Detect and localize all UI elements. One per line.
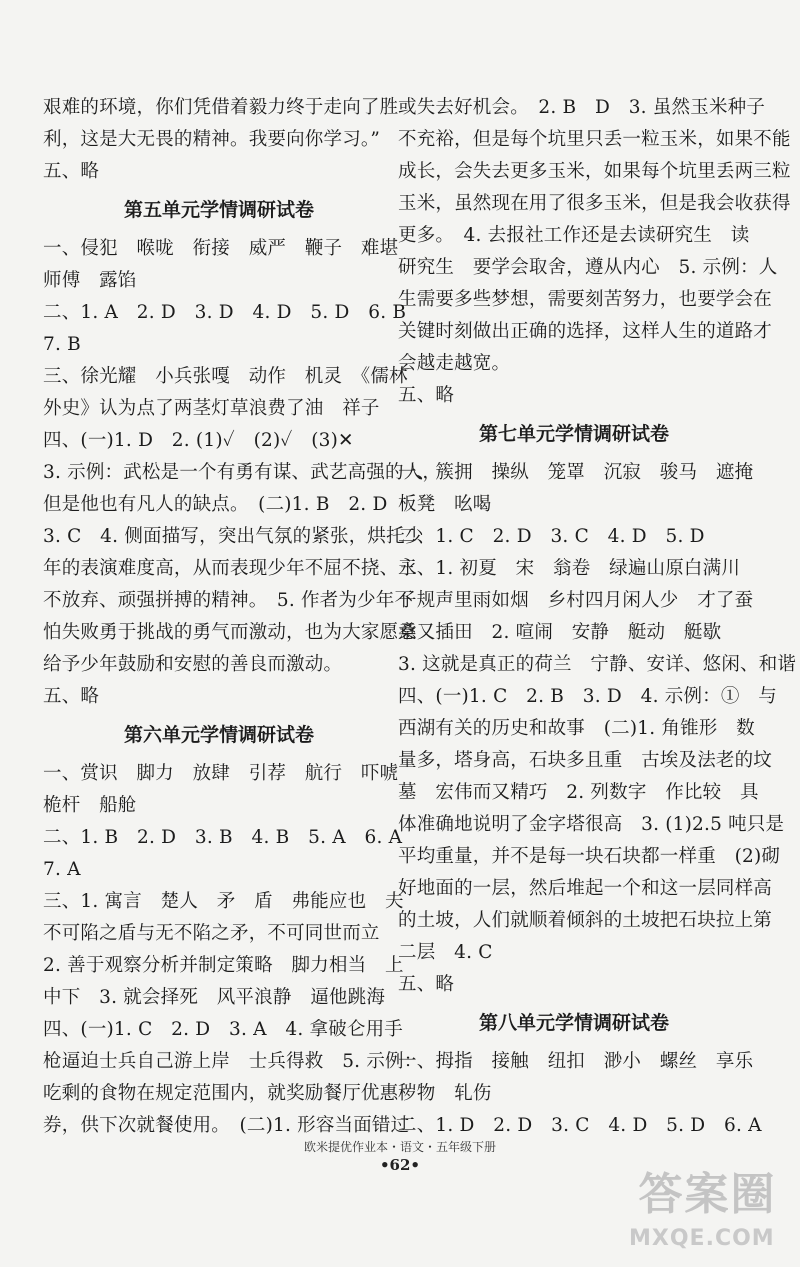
watermark xyxy=(625,1168,790,1260)
text-line: 四、(一)1. C 2. D 3. A 4. 拿破仑用手 xyxy=(43,1019,404,1040)
text-line: 生需要多些梦想，需要刻苦努力，也要学会在 xyxy=(398,289,773,310)
footer-book-title: 欧米提优作业本・语文・五年级下册 xyxy=(303,1140,496,1154)
text-line: 3. 示例：武松是一个有勇有谋、武艺高强的人， xyxy=(43,462,442,483)
text-line: 研究生 要学会取舍，遵从内心 5. 示例：人 xyxy=(398,257,778,278)
text-line: 五、略 xyxy=(398,385,455,406)
text-line: 2. 善于观察分析并制定策略 脚力相当 上 xyxy=(43,955,404,976)
text-line: 二层 4. C xyxy=(398,942,493,963)
text-line: 艰难的环境，你们凭借着毅力终于走向了胜 xyxy=(43,97,399,118)
text-line: 不放弃、顽强拼搏的精神。 5. 作者为少年不 xyxy=(43,590,414,611)
text-line: 利，这是大无畏的精神。我要向你学习。” xyxy=(43,129,381,150)
text-line: 二、1. C 2. D 3. C 4. D 5. D xyxy=(398,526,705,547)
text-line: 五、略 xyxy=(43,686,100,707)
section-heading: 第七单元学情调研试卷 xyxy=(478,423,669,445)
text-line: 二、1. B 2. D 3. B 4. B 5. A 6. A xyxy=(43,827,403,848)
text-line: 四、(一)1. C 2. B 3. D 4. 示例：① 与 xyxy=(398,686,777,707)
text-line: 西湖有关的历史和故事 (二)1. 角锥形 数 xyxy=(398,718,755,739)
text-line: 7. A xyxy=(43,859,81,880)
text-line: 外史》认为点了两茎灯草浪费了油 祥子 xyxy=(43,398,380,419)
text-line: 五、略 xyxy=(398,974,455,995)
section-heading: 第六单元学情调研试卷 xyxy=(123,724,314,746)
text-line: 桅杆 船舱 xyxy=(43,795,137,816)
text-line: 师傅 露馅 xyxy=(43,270,137,291)
text-line: 三、1. 寓言 楚人 矛 盾 弗能应也 夫 xyxy=(43,891,404,912)
text-line: 一、赏识 脚力 放肆 引荐 航行 吓唬 xyxy=(43,763,399,784)
text-line: 桑又插田 2. 喧闹 安静 艇动 艇歇 xyxy=(398,622,722,643)
text-line: 好地面的一层，然后堆起一个和这一层同样高 xyxy=(398,878,773,899)
left-column xyxy=(43,92,442,1142)
text-line: 关键时刻做出正确的选择，这样人生的道路才 xyxy=(398,321,773,342)
section-heading: 第八单元学情调研试卷 xyxy=(478,1012,669,1034)
text-line: 量多，塔身高，石块多且重 古埃及法老的坟 xyxy=(398,750,773,771)
right-column xyxy=(398,92,797,1142)
text-line: 墓 宏伟而又精巧 2. 列数字 作比较 具 xyxy=(398,782,759,803)
text-line: 子规声里雨如烟 乡村四月闲人少 才了蚕 xyxy=(398,590,754,611)
text-line: 吃剩的食物在规定范围内，就奖励餐厅优惠 xyxy=(43,1083,399,1104)
text-line: 的土坡，人们就顺着倾斜的土坡把石块拉上第 xyxy=(398,910,773,931)
text-line: 一、拇指 接触 纽扣 渺小 螺丝 享乐 xyxy=(398,1051,754,1072)
text-line: 三、徐光耀 小兵张嘎 动作 机灵 《儒林 xyxy=(43,366,408,387)
text-line: 更多。 4. 去报社工作还是去读研究生 读 xyxy=(398,225,750,246)
text-line: 中下 3. 就会择死 风平浪静 逼他跳海 xyxy=(43,987,386,1008)
text-line: 一、簇拥 操纵 笼罩 沉寂 骏马 遮掩 xyxy=(398,462,754,483)
text-line: 3. 这就是真正的荷兰 宁静、安详、悠闲、和谐 xyxy=(398,654,797,675)
text-line: 五、略 xyxy=(43,161,100,182)
watermark-url: MXQE.COM xyxy=(629,1226,775,1251)
section-heading: 第五单元学情调研试卷 xyxy=(123,199,314,221)
text-line: 体准确地说明了金字塔很高 3. (1)2.5 吨只是 xyxy=(398,814,785,835)
text-line: 秽物 轧伤 xyxy=(398,1083,492,1104)
text-line: 或失去好机会。 2. B D 3. 虽然玉米种子 xyxy=(398,97,766,118)
text-line: 成长，会失去更多玉米，如果每个坑里丢两三粒 xyxy=(398,161,791,182)
text-line: 板凳 吆喝 xyxy=(398,494,492,515)
text-line: 一、侵犯 喉咙 衔接 威严 鞭子 难堪 xyxy=(43,238,399,259)
watermark-logo: 答案圈 xyxy=(638,1169,777,1220)
text-line: 会越走越宽。 xyxy=(398,353,511,374)
text-line: 平均重量，并不是每一块石块都一样重 (2)砌 xyxy=(398,846,781,867)
text-line: 不可陷之盾与无不陷之矛，不可同世而立 xyxy=(43,923,380,944)
text-line: 二、1. D 2. D 3. C 4. D 5. D 6. A xyxy=(398,1115,762,1136)
text-line: 四、(一)1. D 2. (1)✓ (2)✓ (3)✕ xyxy=(43,430,354,451)
text-line: 给予少年鼓励和安慰的善良而激动。 xyxy=(43,654,343,675)
text-line: 7. B xyxy=(43,334,81,355)
text-line: 不充裕，但是每个坑里只丢一粒玉米，如果不能 xyxy=(398,129,791,150)
page-number: •62• xyxy=(379,1156,421,1174)
text-line: 3. C 4. 侧面描写，突出气氛的紧张，烘托少 xyxy=(43,526,424,547)
text-line: 枪逼迫士兵自己游上岸 士兵得救 5. 示例： xyxy=(43,1051,423,1072)
text-line: 年的表演难度高，从而表现少年不屈不挠、永 xyxy=(43,558,418,579)
text-line: 怕失败勇于挑战的勇气而激动，也为大家愿意 xyxy=(43,622,418,643)
text-line: 但是他也有凡人的缺点。 (二)1. B 2. D xyxy=(43,494,388,515)
text-line: 券，供下次就餐使用。 (二)1. 形容当面错过 xyxy=(43,1115,410,1136)
text-line: 二、1. A 2. D 3. D 4. D 5. D 6. B xyxy=(43,302,407,323)
text-line: 三、1. 初夏 宋 翁卷 绿遍山原白满川 xyxy=(398,558,741,579)
text-line: 玉米，虽然现在用了很多玉米，但是我会收获得 xyxy=(398,193,791,214)
